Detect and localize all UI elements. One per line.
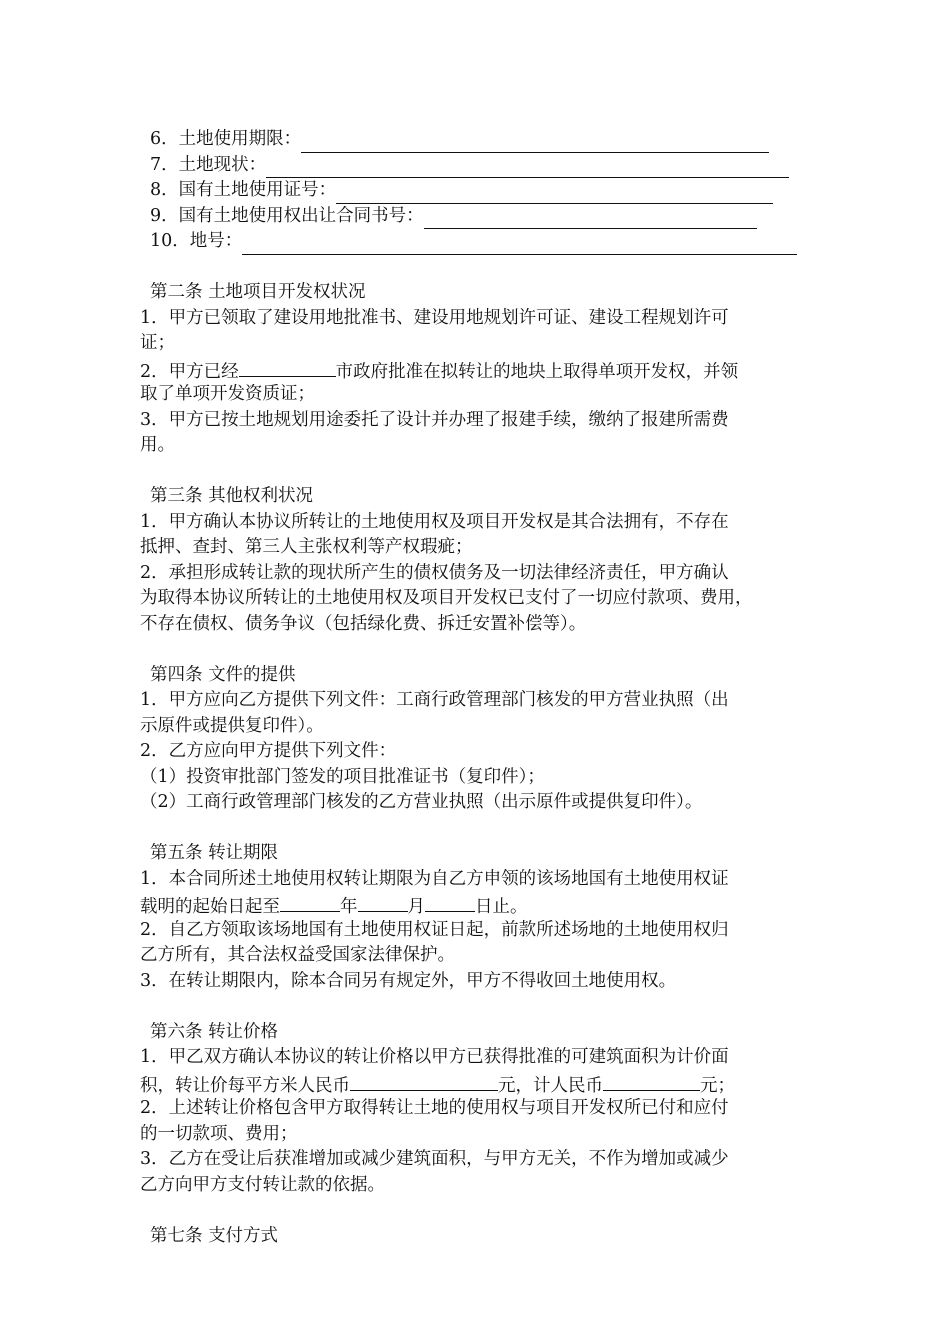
article-2-para-3: 3．甲方已按土地规划用途委托了设计并办理了报建手续，缴纳了报建所需费 bbox=[140, 409, 729, 430]
article-4-para-1: 1．甲方应向乙方提供下列文件：工商行政管理部门核发的甲方营业执照（出 bbox=[140, 690, 729, 710]
blank-line[interactable] bbox=[239, 357, 336, 377]
field-label: 7． bbox=[150, 154, 179, 175]
text: 年 bbox=[340, 897, 358, 917]
article-2-heading: 第二条 土地项目开发权状况 bbox=[150, 282, 366, 302]
article-4-para-2: 2．乙方应向甲方提供下列文件： bbox=[140, 741, 397, 761]
text: 载明的起始日起至 bbox=[140, 897, 280, 917]
article-3-para-2-cont: 不存在债权、债务争议（包括绿化费、拆迁安置补偿等）。 bbox=[140, 613, 587, 634]
article-5-para-2-cont: 乙方所有，其合法权益受国家法律保护。 bbox=[140, 945, 455, 965]
field-label: 土地现状： bbox=[178, 154, 267, 175]
article-3-para-2-cont: 为取得本协议所转让的土地使用权及项目开发权已支付了一切应付款项、费用， bbox=[140, 588, 753, 608]
field-label: 10． bbox=[150, 231, 190, 251]
blank-line[interactable] bbox=[336, 184, 773, 204]
article-6-para-2-cont: 的一切款项、费用； bbox=[140, 1123, 298, 1144]
article-2-para-3-cont: 用。 bbox=[140, 435, 175, 455]
blank-line[interactable] bbox=[424, 209, 757, 229]
field-label: 国有土地使用权出让合同书号： bbox=[178, 205, 424, 226]
article-5-para-1-cont bbox=[140, 892, 805, 918]
article-4-item-1: （1）投资审批部门签发的项目批准证书（复印件）； bbox=[140, 766, 545, 787]
article-4-para-1-cont: 示原件或提供复印件）。 bbox=[140, 715, 324, 736]
article-4-item-2: （2）工商行政管理部门核发的乙方营业执照（出示原件或提供复印件）。 bbox=[140, 792, 703, 812]
blank-line[interactable] bbox=[266, 158, 789, 178]
article-2-para-2 bbox=[140, 357, 805, 383]
text: 2．甲方已经 bbox=[140, 361, 239, 382]
field-land-use-term bbox=[140, 127, 805, 153]
field-land-status bbox=[140, 153, 805, 179]
article-3-para-1-cont: 抵押、查封、第三人主张权利等产权瑕疵； bbox=[140, 537, 473, 557]
article-6-heading: 第六条 转让价格 bbox=[150, 1021, 279, 1042]
article-3-para-1: 1．甲方确认本协议所转让的土地使用权及项目开发权是其合法拥有，不存在 bbox=[140, 511, 729, 532]
contract-body bbox=[140, 127, 805, 1249]
article-5-heading: 第五条 转让期限 bbox=[150, 843, 279, 863]
article-5-para-1: 1．本合同所述土地使用权转让期限为自乙方申领的该场地国有土地使用权证 bbox=[140, 868, 729, 889]
article-6-para-1-cont bbox=[140, 1071, 805, 1097]
field-label: 8． bbox=[150, 180, 179, 200]
field-label: 土地使用期限： bbox=[178, 129, 302, 149]
field-label: 国有土地使用证号： bbox=[178, 180, 337, 200]
article-6-para-3-cont: 乙方向甲方支付转让款的依据。 bbox=[140, 1174, 385, 1195]
article-6-para-1: 1．甲乙双方确认本协议的转让价格以甲方已获得批准的可建筑面积为计价面 bbox=[140, 1047, 729, 1067]
article-2-para-1: 1．甲方已领取了建设用地批准书、建设用地规划许可证、建设工程规划许可 bbox=[140, 307, 729, 328]
article-5-para-2: 2．自乙方领取该场地国有土地使用权证日起，前款所述场地的土地使用权归 bbox=[140, 919, 729, 940]
article-2-para-1-cont: 证； bbox=[140, 333, 175, 353]
article-6-para-3: 3．乙方在受让后获准增加或减少建筑面积，与甲方无关，不作为增加或减少 bbox=[140, 1149, 729, 1169]
field-lot-number bbox=[140, 229, 805, 255]
text: 积，转让价每平方米人民币 bbox=[140, 1075, 350, 1096]
blank-line[interactable] bbox=[301, 133, 769, 153]
article-3-para-2: 2．承担形成转让款的现状所产生的债权债务及一切法律经济责任，甲方确认 bbox=[140, 562, 729, 583]
text: 日止。 bbox=[475, 897, 528, 917]
blank-day[interactable] bbox=[425, 892, 475, 912]
blank-unit-price[interactable] bbox=[350, 1071, 498, 1091]
field-label: 6． bbox=[150, 129, 179, 149]
text: 元，计人民币 bbox=[498, 1075, 603, 1096]
article-5-para-3: 3．在转让期限内，除本合同另有规定外，甲方不得收回土地使用权。 bbox=[140, 970, 677, 991]
article-4-heading: 第四条 文件的提供 bbox=[150, 664, 296, 685]
text: 月 bbox=[407, 897, 425, 917]
article-7-heading: 第七条 支付方式 bbox=[150, 1225, 279, 1246]
article-2-para-2-cont: 取了单项开发资质证； bbox=[140, 384, 315, 404]
blank-month[interactable] bbox=[358, 892, 408, 912]
field-land-cert-number bbox=[140, 178, 805, 204]
field-contract-number bbox=[140, 204, 805, 230]
article-3-heading: 第三条 其他权利状况 bbox=[150, 486, 314, 506]
blank-line[interactable] bbox=[242, 235, 797, 255]
field-label: 地号： bbox=[189, 231, 243, 251]
field-label: 9． bbox=[150, 205, 179, 226]
blank-total-price[interactable] bbox=[603, 1071, 700, 1091]
article-6-para-2: 2．上述转让价格包含甲方取得转让土地的使用权与项目开发权所已付和应付 bbox=[140, 1098, 729, 1118]
text: 元； bbox=[700, 1075, 735, 1096]
text: 市政府批准在拟转让的地块上取得单项开发权，并领 bbox=[335, 361, 739, 382]
blank-year[interactable] bbox=[280, 892, 340, 912]
